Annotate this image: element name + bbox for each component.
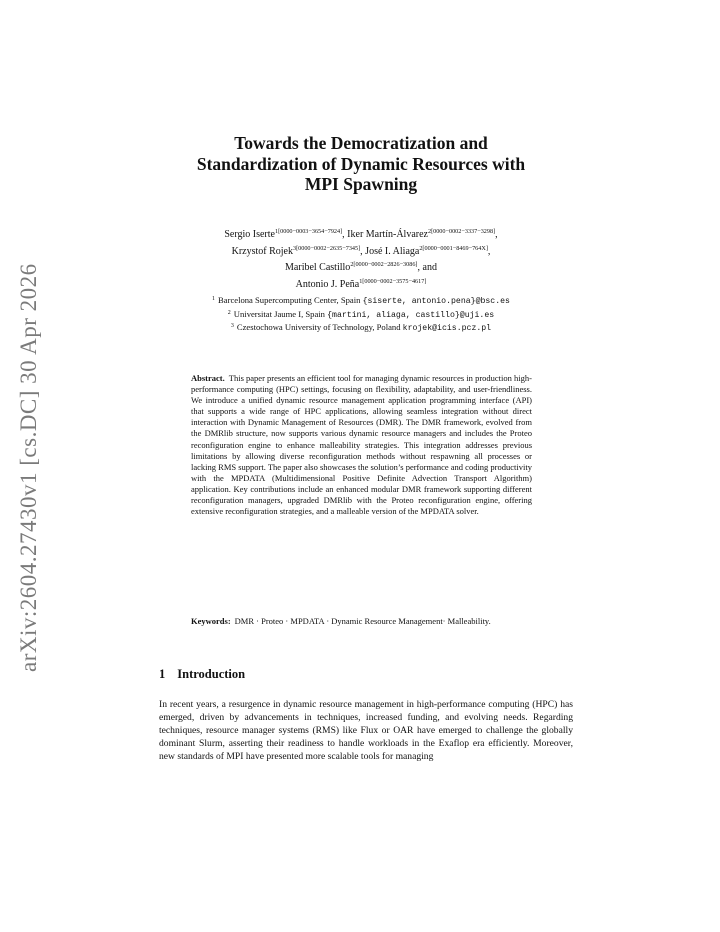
affiliation-item (120, 308, 602, 322)
author-name: José I. Aliaga (365, 245, 420, 257)
affiliation-item (120, 321, 602, 335)
author-orcid: 1[0000−0002−3575−4617] (359, 277, 427, 285)
author-separator: , and (417, 262, 437, 273)
section-heading (159, 667, 245, 682)
author-line (120, 258, 602, 275)
arxiv-identifier-stamp: arXiv:2604.27430v1 [cs.DC] 30 Apr 2026 (16, 263, 41, 673)
keywords-text: DMR · Proteo · MPDATA · Dynamic Resource Management· Malleability. (234, 616, 491, 626)
affiliation-text: Barcelona Supercomputing Center, Spain (218, 295, 363, 305)
affiliation-number: 1 (212, 296, 216, 302)
author-orcid: 2[0000−0002−3337−3298] (427, 228, 496, 235)
affiliation-text: Czestochowa University of Technology, Poland (236, 322, 403, 333)
author-orcid: 2[0000−0002−2826−3086] (350, 261, 418, 268)
affiliation-list (120, 294, 602, 335)
affiliation-text: Universitat Jaume I, Spain (233, 308, 328, 319)
title-line: Towards the Democratization and (234, 133, 488, 153)
author-list (120, 225, 602, 291)
author-orcid: 3[0000−0002−2635−7345] (292, 244, 361, 252)
abstract (191, 373, 532, 517)
author-name: Antonio J. Peña (295, 278, 360, 290)
author-name: Krzystof Rojek (231, 245, 293, 257)
author-name: Maribel Castillo (285, 262, 351, 273)
affiliation-number: 3 (230, 323, 234, 330)
affiliation-item (120, 294, 602, 308)
paper-title (120, 133, 602, 195)
section-title: Introduction (177, 667, 246, 681)
author-orcid: 1[0000−0003−3654−7924] (274, 228, 343, 235)
author-separator: , (487, 245, 491, 257)
section-number: 1 (159, 667, 166, 681)
title-line: Standardization of Dynamic Resources with (196, 153, 526, 174)
author-name: Sergio Iserte (224, 229, 275, 240)
keywords-label: Keywords: (191, 616, 231, 626)
author-separator: , (360, 245, 366, 257)
abstract-label: Abstract. (191, 373, 225, 383)
author-orcid: 2[0000−0001−8469−764X] (419, 244, 488, 252)
affiliation-number: 2 (227, 309, 231, 316)
abstract-text: This paper presents an efficient tool for managing dynamic resources in production high-performance computing (HPC) settings, focusing on flexibility, adaptability, and user-friendliness. We introduce a unified dynamic resource management application programming interface (API) that supports a wide range of HPC applications, allowing seamless integration without direct interaction with Dynamic Management of Resources (DMR). The DMR framework, evolved from the DMRlib structure, now supports various dynamic resource managers and includes the Proteo reconfiguration engine to enhance malleability strategies. This integration addresses previous limitations by allowing diverse reconfiguration methods without respawning all processes or lacking RMS support. The paper also showcases the solution’s performance and coding productivity with the MPDATA (Multidimensional Positive Definite Advection Transport Algorithm) application. Key contributions include an enhanced modular DMR framework supporting different reconfiguration managers, upgraded DMRlib with the Proteo reconfiguration engine, offering extensive reconfiguration strategies, and a malleable version of the MPDATA solver. (191, 373, 532, 517)
keywords (191, 616, 532, 627)
author-separator: , (342, 229, 348, 240)
affiliation-email: {siserte, antonio.pena}@bsc.es (362, 297, 510, 306)
title-line: MPI Spawning (304, 174, 418, 194)
affiliation-email: krojek@icis.pcz.pl (402, 324, 492, 334)
author-line (120, 242, 602, 259)
affiliation-email: {martini, aliaga, castillo}@uji.es (327, 310, 495, 320)
author-line (120, 225, 602, 242)
intro-paragraph: In recent years, a resurgence in dynamic resource management in high-performance computing (HPC) has emerged, driven by advancements in techniques, increased funding, and evolving needs. Regarding techniques, resource manager systems (RMS) like Flux or OAR have emerged to challenge the globally dominant Slurm, asserting their readiness to handle workloads in the Exaflop era efficiently. Moreover, new standards of MPI have presented more scalable tools for managing (159, 699, 573, 763)
author-name: Iker Martín-Álvarez (347, 229, 428, 240)
author-separator: , (495, 229, 498, 240)
author-line (120, 275, 602, 292)
